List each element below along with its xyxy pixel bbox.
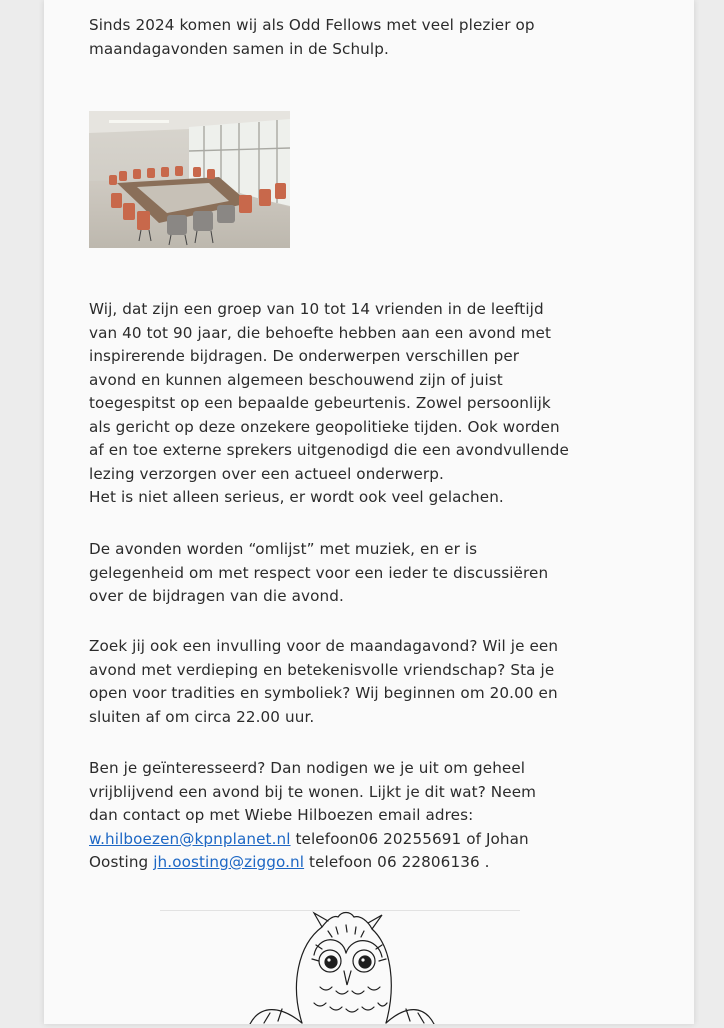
contact-line-2 xyxy=(89,851,609,875)
owl-drawing-icon xyxy=(210,905,470,1024)
paragraph-line: gelegenheid om met respect voor een ieder te discussiëren xyxy=(89,563,549,582)
paragraph-line: open voor tradities en symboliek? Wij beginnen om 20.00 en xyxy=(89,684,558,702)
paragraph-invitation xyxy=(89,635,609,729)
paragraph-line: Het is niet alleen serieus, er wordt ook veel gelachen. xyxy=(89,488,504,506)
paragraph-line: inspirerende bijdragen. De onderwerpen verschillen per xyxy=(89,347,520,365)
paragraph-line: als gericht op deze onzekere geopolitieke tijden. Ook worden xyxy=(89,417,560,436)
paragraph-line: Wij, dat zijn een groep van 10 tot 14 vrienden in de leeftijd xyxy=(89,300,544,318)
paragraph-group-info xyxy=(89,298,609,510)
meeting-room-photo-image xyxy=(89,111,290,248)
email-link-wiebe[interactable]: w.hilboezen@kpnplanet.nl xyxy=(89,829,291,848)
meeting-room-photo xyxy=(89,111,290,248)
paragraph-contact xyxy=(89,757,609,875)
paragraph-line: sluiten af om circa 22.00 uur. xyxy=(89,707,315,726)
paragraph-line: lezing verzorgen over een actueel onderwerp. xyxy=(89,464,444,483)
paragraph-line: Zoek jij ook een invulling voor de maandagavond? Wil je een xyxy=(89,637,559,655)
paragraph-line: avond met verdieping en betekenisvolle vriendschap? Sta je xyxy=(89,660,555,679)
paragraph-line: over de bijdragen van die avond. xyxy=(89,587,344,605)
paragraph-line: van 40 tot 90 jaar, die behoefte hebben aan een avond met xyxy=(89,323,552,342)
paragraph-line: De avonden worden “omlijst” met muziek, en er is xyxy=(89,540,478,558)
phone-text-wiebe: telefoon06 20255691 of Johan xyxy=(290,829,529,848)
paragraph-line: toegespitst op een bepaalde gebeurtenis. Zowel persoonlijk xyxy=(89,394,551,412)
intro-paragraph xyxy=(89,14,609,61)
paragraph-line: dan contact op met Wiebe Hilboezen email adres: xyxy=(89,806,474,824)
paragraph-line: vrijblijvend een avond bij te wonen. Lijkt je dit wat? Neem xyxy=(89,782,537,801)
paragraph-evenings xyxy=(89,538,609,609)
intro-line: Sinds 2024 komen wij als Odd Fellows met veel plezier op xyxy=(89,16,535,34)
email-link-johan[interactable]: jh.oosting@ziggo.nl xyxy=(153,853,305,871)
contact-name-johan: Oosting xyxy=(89,853,154,871)
paragraph-line: avond en kunnen algemeen beschouwend zijn of juist xyxy=(89,370,503,389)
phone-text-johan: telefoon 06 22806136 . xyxy=(304,853,490,871)
paragraph-line: af en toe externe sprekers uitgenodigd die een avondvullende xyxy=(89,441,569,459)
intro-line: maandagavonden samen in de Schulp. xyxy=(89,39,389,58)
contact-line-1 xyxy=(89,828,609,852)
paragraph-line: Ben je geïnteresseerd? Dan nodigen we je uit om geheel xyxy=(89,759,526,777)
